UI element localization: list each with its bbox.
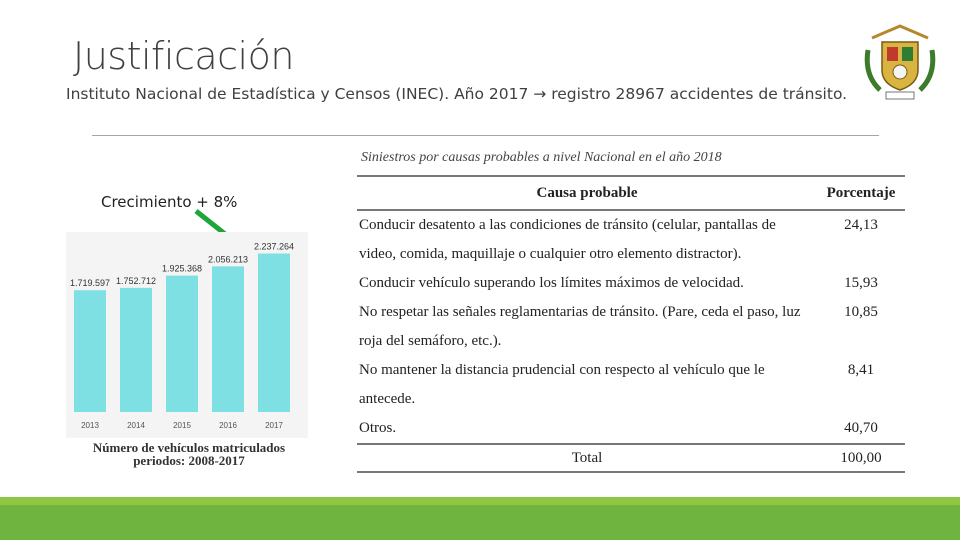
bar-2017	[258, 254, 290, 412]
x-tick-label: 2015	[173, 421, 191, 430]
bar-value-label: 1.752.712	[115, 275, 157, 286]
x-tick-label: 2013	[81, 421, 99, 430]
row-cause: Conducir vehículo superando los límites máximos de velocidad.	[359, 275, 744, 291]
row-percentage: 8,41	[847, 362, 875, 378]
chart-subtitle: periodos: 2008-2017	[133, 453, 245, 468]
bar-2015	[166, 276, 198, 412]
x-tick-label: 2016	[219, 421, 237, 430]
table-title: Siniestros por causas probables a nivel Nacional en el año 2018	[361, 150, 722, 165]
table-header-row	[357, 176, 905, 210]
row-cause: Conducir desatento a las condiciones de tránsito (celular, pantallas de video, comida, maquillaje o cualquier otro elemento distractor).	[359, 217, 776, 262]
table-row	[357, 298, 905, 356]
university-crest-icon	[860, 20, 940, 102]
row-percentage: 10,85	[844, 304, 878, 320]
header-percentage: Porcentaje	[817, 176, 905, 210]
bar-value-label: 1.925.368	[161, 263, 203, 274]
table-row	[357, 269, 905, 298]
table-row	[357, 414, 905, 444]
chart-title: Número de vehículos matriculados	[92, 440, 286, 455]
row-cause: No mantener la distancia prudencial con respecto al vehículo que le antecede.	[359, 362, 765, 407]
bar-value-label: 2.237.264	[253, 241, 295, 252]
row-cause: Otros.	[359, 420, 397, 436]
bar-2014	[120, 288, 152, 412]
header-cause: Causa probable	[357, 176, 817, 210]
table-row	[357, 210, 905, 269]
bar-2013	[74, 290, 106, 412]
row-percentage: 40,70	[844, 420, 878, 436]
table-row	[357, 356, 905, 414]
row-percentage: 15,93	[844, 275, 878, 291]
slide-title: Justificación	[73, 34, 294, 78]
causes-table	[357, 175, 905, 473]
slide-subtitle: Instituto Nacional de Estadística y Censos (INEC). Año 2017 → registro 28967 accidentes de tránsito.	[66, 85, 848, 103]
total-label: Total	[357, 444, 817, 472]
bar-2016	[212, 266, 244, 412]
table-total-row	[357, 444, 905, 472]
bar-value-label: 2.056.213	[207, 254, 249, 265]
vehicle-registration-bar-chart	[66, 232, 308, 438]
growth-annotation: Crecimiento + 8%	[101, 193, 238, 211]
footer-accent-band	[0, 505, 960, 540]
bar-value-label: 1.719.597	[69, 278, 111, 289]
title-divider	[92, 135, 879, 136]
row-percentage: 24,13	[844, 217, 878, 233]
x-tick-label: 2014	[127, 421, 145, 430]
x-tick-label: 2017	[265, 421, 283, 430]
row-cause: No respetar las señales reglamentarias de tránsito. (Pare, ceda el paso, luz roja del semáforo, etc.).	[359, 304, 801, 349]
total-percentage: 100,00	[817, 444, 905, 472]
chart-caption	[74, 441, 304, 467]
